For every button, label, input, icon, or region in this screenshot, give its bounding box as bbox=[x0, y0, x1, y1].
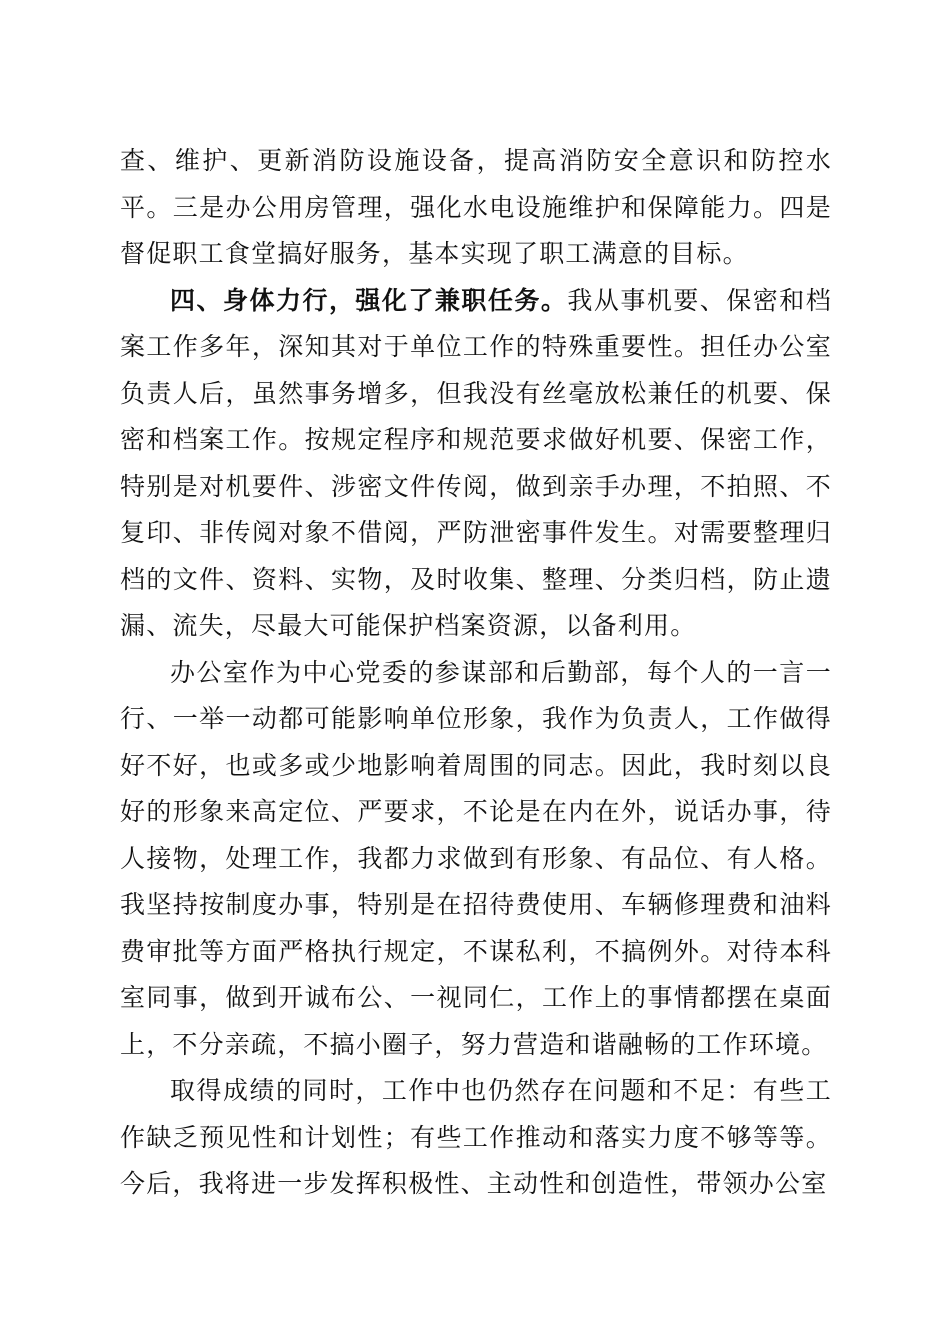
paragraph-continuation bbox=[120, 138, 832, 278]
paragraph-office-image bbox=[120, 650, 832, 1069]
document-body bbox=[120, 138, 832, 1208]
section-heading: 四、身体力行，强化了兼职任务。 bbox=[170, 285, 568, 315]
paragraph-shortcomings bbox=[120, 1068, 832, 1208]
paragraph-text: 我从事机要、保密和档案工作多年，深知其对于单位工作的特殊重要性。担任办公室负责人后，虽然事务增多，但我没有丝毫放松兼任的机要、保密和档案工作。按规定程序和规范要求做好机要、保密工作，特别是对机要件、涉密文件传阅，做到亲手办理，不拍照、不复印、非传阅对象不借阅，严防泄密事件发生。对需要整理归档的文件、资料、实物，及时收集、整理、分类归档，防止遗漏、流失，尽最大可能保护档案资源，以备利用。 bbox=[120, 285, 832, 640]
paragraph-section-four bbox=[120, 278, 832, 650]
paragraph-text: 查、维护、更新消防设施设备，提高消防安全意识和防控水平。三是办公用房管理，强化水电设施维护和保障能力。四是督促职工食堂搞好服务，基本实现了职工满意的目标。 bbox=[120, 146, 832, 268]
paragraph-text: 取得成绩的同时，工作中也仍然存在问题和不足：有些工作缺乏预见性和计划性；有些工作推动和落实力度不够等等。今后，我将进一步发挥积极性、主动性和创造性，带领办公室 bbox=[120, 1076, 832, 1198]
paragraph-text: 办公室作为中心党委的参谋部和后勤部，每个人的一言一行、一举一动都可能影响单位形象，我作为负责人，工作做得好不好，也或多或少地影响着周围的同志。因此，我时刻以良好的形象来高定位、严要求，不论是在内在外，说话办事，待人接物，处理工作，我都力求做到有形象、有品位、有人格。我坚持按制度办事，特别是在招待费使用、车辆修理费和油料费审批等方面严格执行规定，不谋私利，不搞例外。对待本科室同事，做到开诚布公、一视同仁，工作上的事情都摆在桌面上，不分亲疏，不搞小圈子，努力营造和谐融畅的工作环境。 bbox=[120, 657, 832, 1059]
